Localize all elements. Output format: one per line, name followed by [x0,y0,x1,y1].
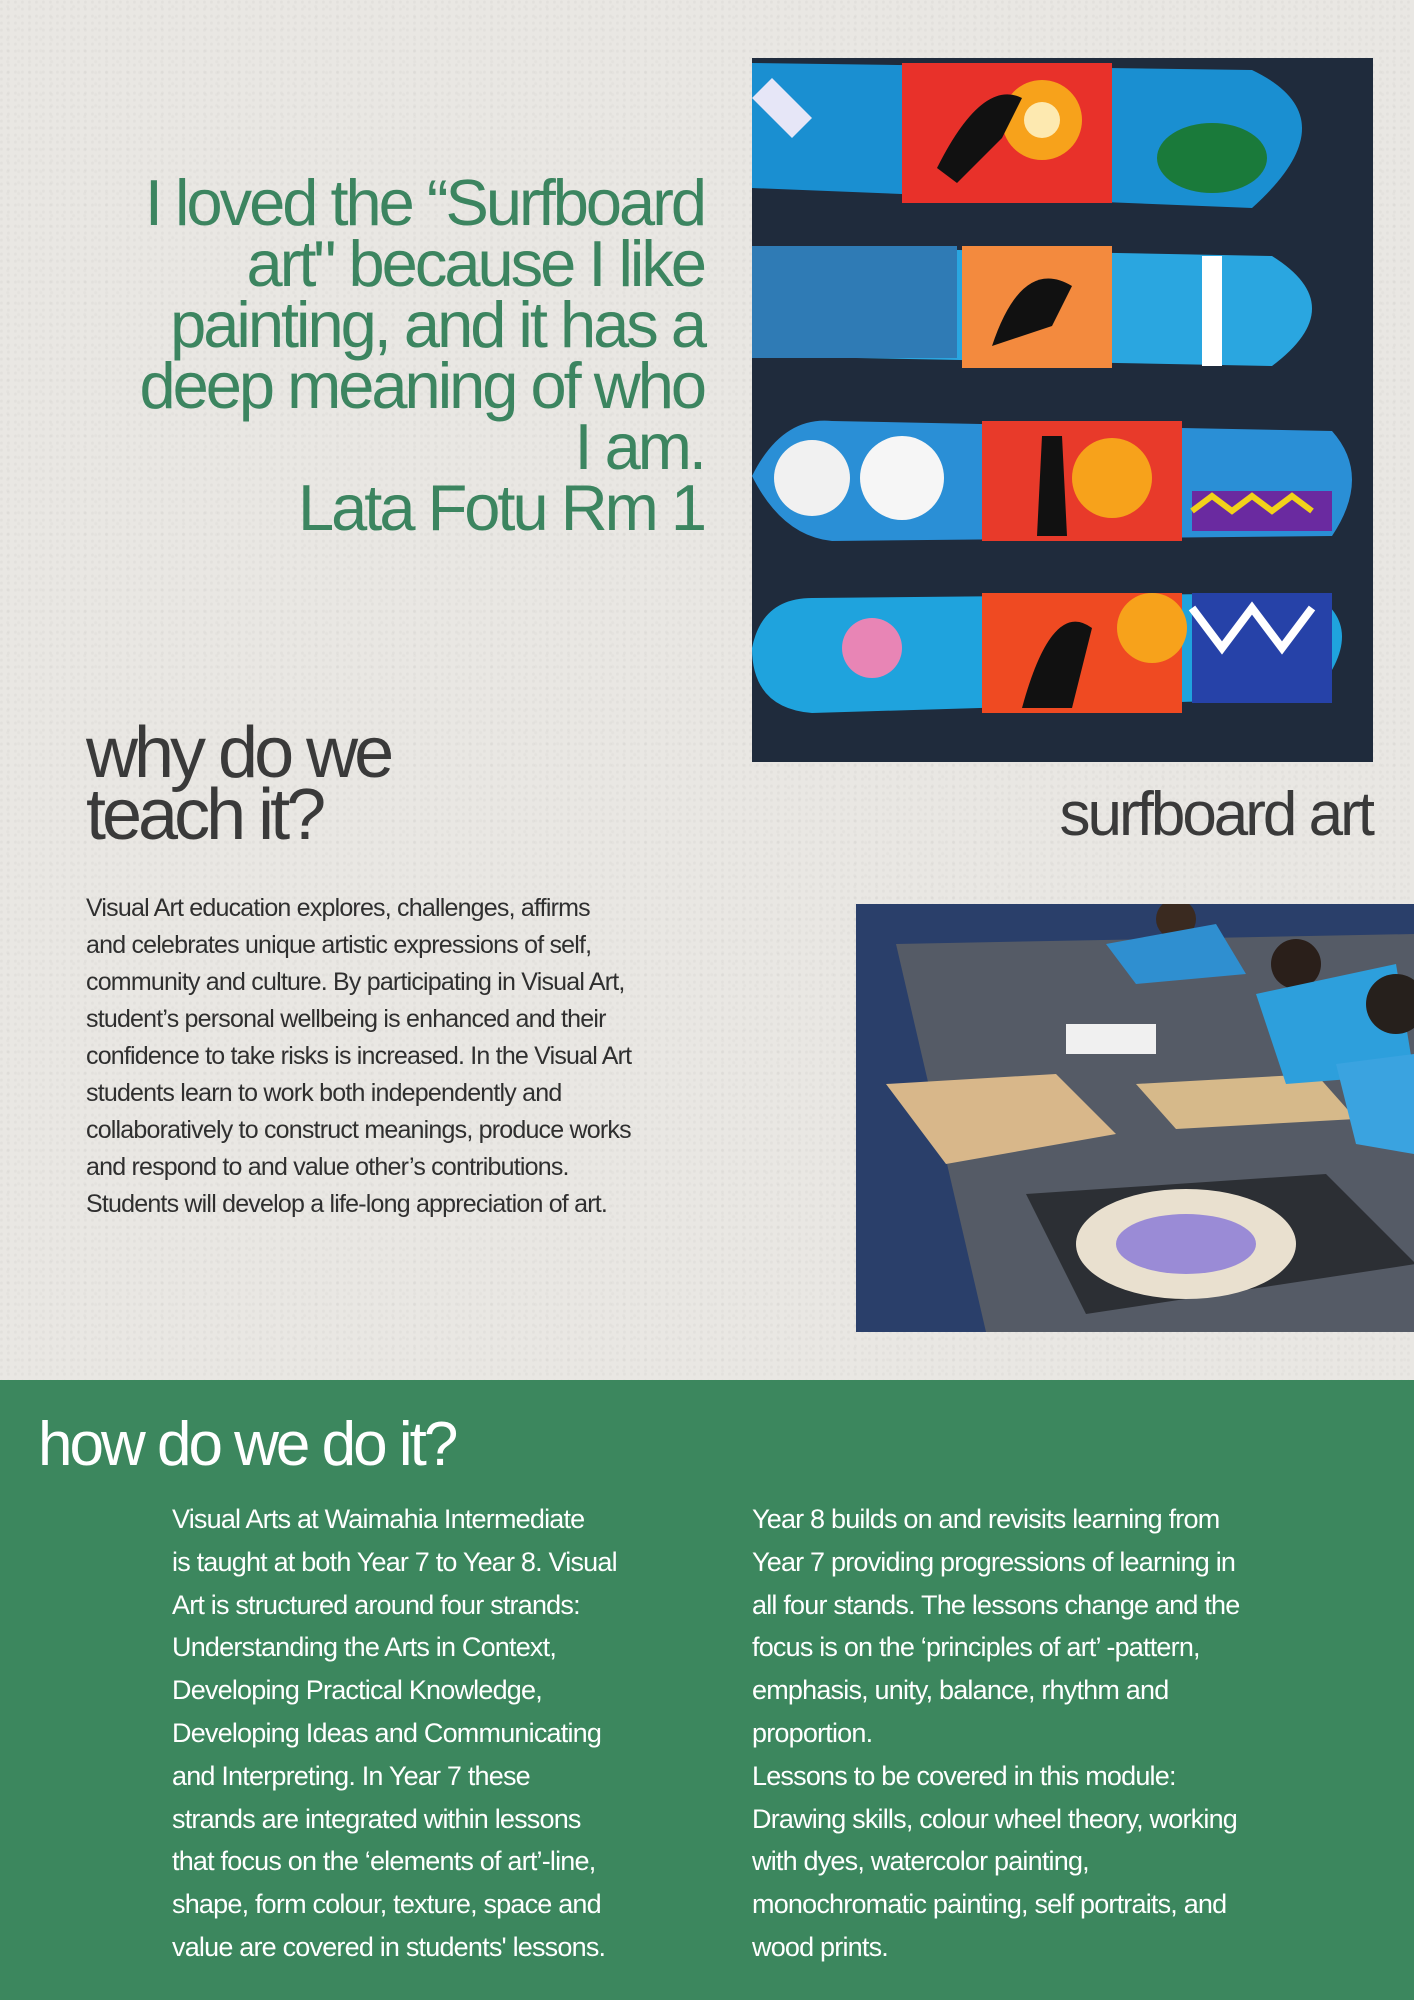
paragraph-line: all four stands. The lessons change and the [752,1589,1240,1620]
paragraph-line: shape, form colour, texture, space and [172,1889,601,1920]
why-heading-line: why do we [86,713,391,793]
paragraph-line: Drawing skills, colour wheel theory, working [752,1803,1237,1834]
paragraph-line: Developing Practical Knowledge, [172,1675,542,1706]
paragraph-line: student’s personal wellbeing is enhanced and their [86,1005,606,1033]
how-section [0,1380,1414,2000]
surfboard-art-photo [752,58,1373,762]
how-heading: how do we do it? [38,1410,456,1479]
paragraph-line: and Interpreting. In Year 7 these [172,1760,530,1791]
paragraph-line: Year 8 builds on and revisits learning from [752,1504,1220,1534]
quote-attribution: Lata Fotu Rm 1 [298,471,704,544]
paragraph-line: emphasis, unity, balance, rhythm and [752,1675,1169,1706]
paragraph-line: community and culture. By participating in Visual Art, [86,968,625,996]
quote-line: I loved the “Surfboard [144,166,704,239]
quote-line: art" because I like [246,227,704,300]
quote-line: I am. [574,410,704,483]
why-heading-line: teach it? [86,775,323,855]
paragraph-line: and respond to and value other’s contributions. [86,1153,569,1181]
paragraph-line: and celebrates unique artistic expressions of self, [86,931,592,959]
student-quote [60,166,704,544]
paragraph-line: strands are integrated within lessons [172,1803,581,1834]
paragraph-line: focus is on the ‘principles of art’ -pattern, [752,1632,1200,1663]
paragraph-line: Year 7 providing progressions of learning in [752,1546,1236,1577]
paragraph-line: confidence to take risks is increased. In the Visual Art [86,1042,632,1070]
paragraph-line: Art is structured around four strands: [172,1589,580,1620]
paragraph-line: monochromatic painting, self portraits, and [752,1889,1227,1920]
paragraph-line: that focus on the ‘elements of art’-line, [172,1846,596,1877]
how-right-column [752,1498,1239,1969]
why-heading [86,713,391,855]
quote-line: painting, and it has a [170,288,704,361]
paragraph-line: Developing Ideas and Communicating [172,1717,602,1748]
paragraph-line: wood prints. [752,1931,888,1962]
paragraph-line: students learn to work both independently and [86,1079,562,1107]
quote-line: deep meaning of who [139,349,704,422]
paragraph-line: collaboratively to construct meanings, produce works [86,1116,631,1144]
surfboard-art-caption: surfboard art [1059,780,1372,849]
paragraph-line: Visual Art education explores, challenges, affirms [86,894,590,922]
paragraph-line: Students will develop a life-long appreciation of art. [86,1190,608,1218]
surfboard-4 [752,593,1342,713]
paragraph-line: Lessons to be covered in this module: [752,1760,1176,1791]
surfboard-1 [752,63,1302,208]
paragraph-line: Understanding the Arts in Context, [172,1632,557,1663]
classroom-photo [856,904,1414,1332]
paragraph-line: proportion. [752,1717,873,1748]
surfboard-2 [752,246,1312,368]
paragraph-line: is taught at both Year 7 to Year 8. Visual [172,1546,617,1577]
paragraph-line: Visual Arts at Waimahia Intermediate [172,1504,585,1534]
how-left-column [172,1498,617,1969]
paragraph-line: with dyes, watercolor painting, [752,1846,1089,1877]
surfboard-3 [752,421,1352,541]
paragraph-line: value are covered in students' lessons. [172,1931,606,1962]
why-paragraph [86,890,746,1223]
